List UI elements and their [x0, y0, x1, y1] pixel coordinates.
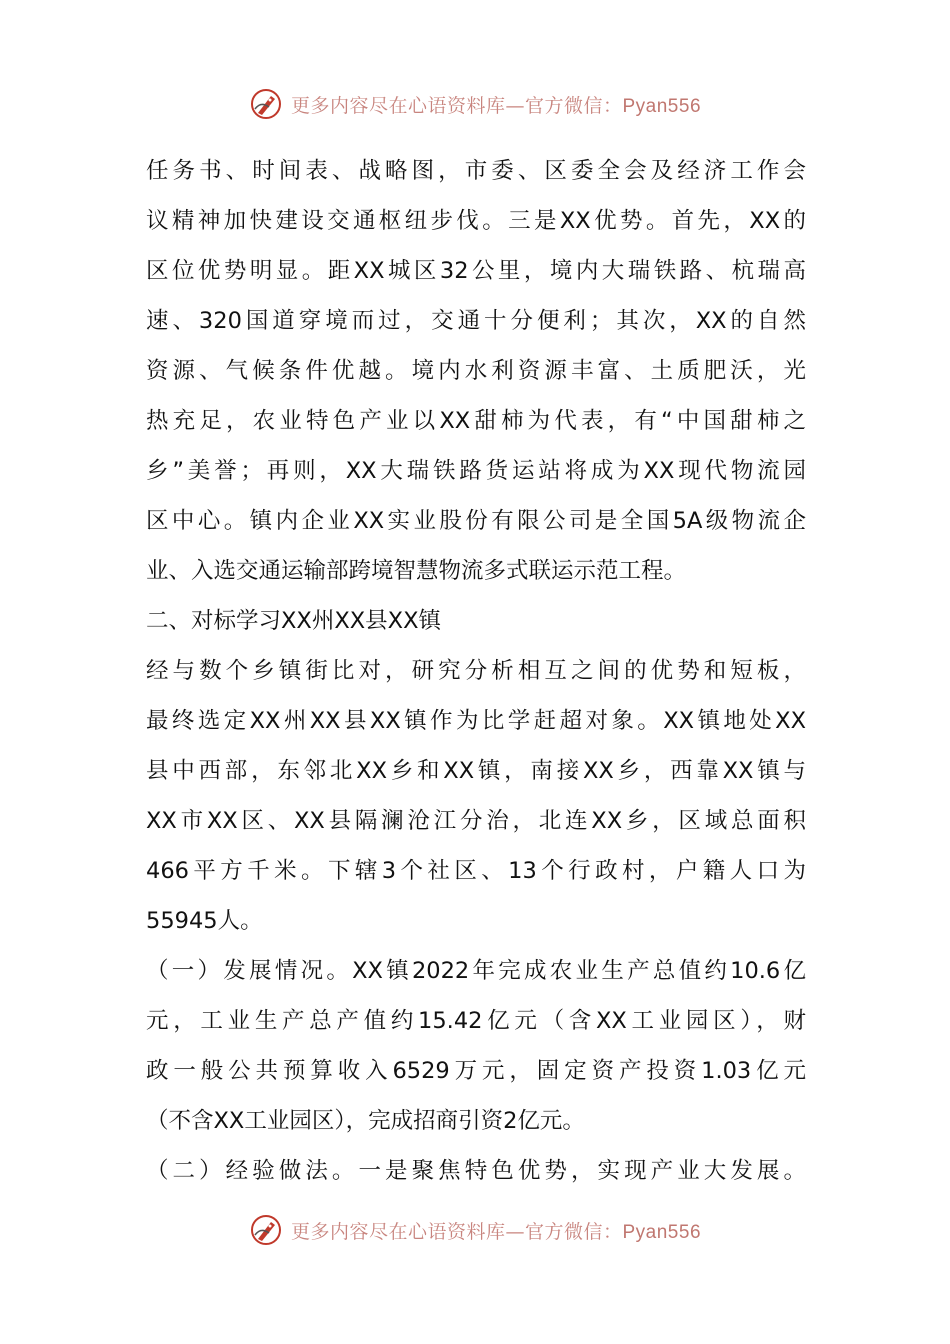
- body-line: 乡”美誉；再则，XX大瑞铁路货运站将成为XX现代物流园: [146, 458, 806, 484]
- body-line: 业、入选交通运输部跨境智慧物流多式联运示范工程。: [146, 558, 687, 584]
- body-line: （不含XX工业园区），完成招商引资2亿元。: [146, 1108, 585, 1134]
- watermark-site-text: 更多内容尽在心语资料库—官方微信：: [290, 1220, 623, 1243]
- document-body: [146, 146, 806, 1196]
- watermark-handle: Pyan556: [622, 95, 702, 117]
- body-line: 任务书、时间表、战略图，市委、区委全会及经济工作会: [146, 158, 806, 184]
- pen-nib-logo-icon: [249, 1213, 283, 1247]
- body-line: 热充足，农业特色产业以XX甜柿为代表，有“中国甜柿之: [146, 408, 806, 434]
- watermark-text: [291, 91, 701, 118]
- body-line: 议精神加快建设交通枢纽步伐。三是XX优势。首先，XX的: [146, 208, 806, 234]
- body-line: XX市XX区、XX县隔澜沧江分治，北连XX乡，区域总面积: [146, 808, 806, 834]
- body-line: 元，工业生产总产值约15.42亿元（含XX工业园区），财: [146, 1008, 806, 1034]
- body-line: （一）发展情况。XX镇2022年完成农业生产总值约10.6亿: [146, 958, 806, 984]
- body-line: 466平方千米。下辖3个社区、13个行政村，户籍人口为: [146, 858, 806, 884]
- header-watermark: [0, 84, 950, 124]
- section-heading: 二、对标学习XX州XX县XX镇: [146, 608, 441, 634]
- footer-watermark: [0, 1210, 950, 1250]
- watermark-site-text: 更多内容尽在心语资料库—官方微信：: [290, 94, 623, 117]
- body-line: 政一般公共预算收入6529万元，固定资产投资1.03亿元: [146, 1058, 806, 1084]
- watermark-text: [291, 1217, 701, 1244]
- body-line: 最终选定XX州XX县XX镇作为比学赶超对象。XX镇地处XX: [146, 708, 806, 734]
- body-line: 县中西部，东邻北XX乡和XX镇，南接XX乡，西靠XX镇与: [146, 758, 806, 784]
- body-line: 区位优势明显。距XX城区32公里，境内大瑞铁路、杭瑞高: [146, 258, 806, 284]
- body-line: 区中心。镇内企业XX实业股份有限公司是全国5A级物流企: [146, 508, 806, 534]
- body-line: 经与数个乡镇街比对，研究分析相互之间的优势和短板，: [146, 658, 806, 684]
- body-line: 速、320国道穿境而过，交通十分便利；其次，XX的自然: [146, 308, 806, 334]
- body-line: （二）经验做法。一是聚焦特色优势，实现产业大发展。: [146, 1158, 806, 1184]
- body-line: 资源、气候条件优越。境内水利资源丰富、土质肥沃，光: [146, 358, 806, 384]
- body-line: 55945人。: [146, 908, 263, 934]
- watermark-handle: Pyan556: [622, 1221, 702, 1243]
- pen-nib-logo-icon: [249, 87, 283, 121]
